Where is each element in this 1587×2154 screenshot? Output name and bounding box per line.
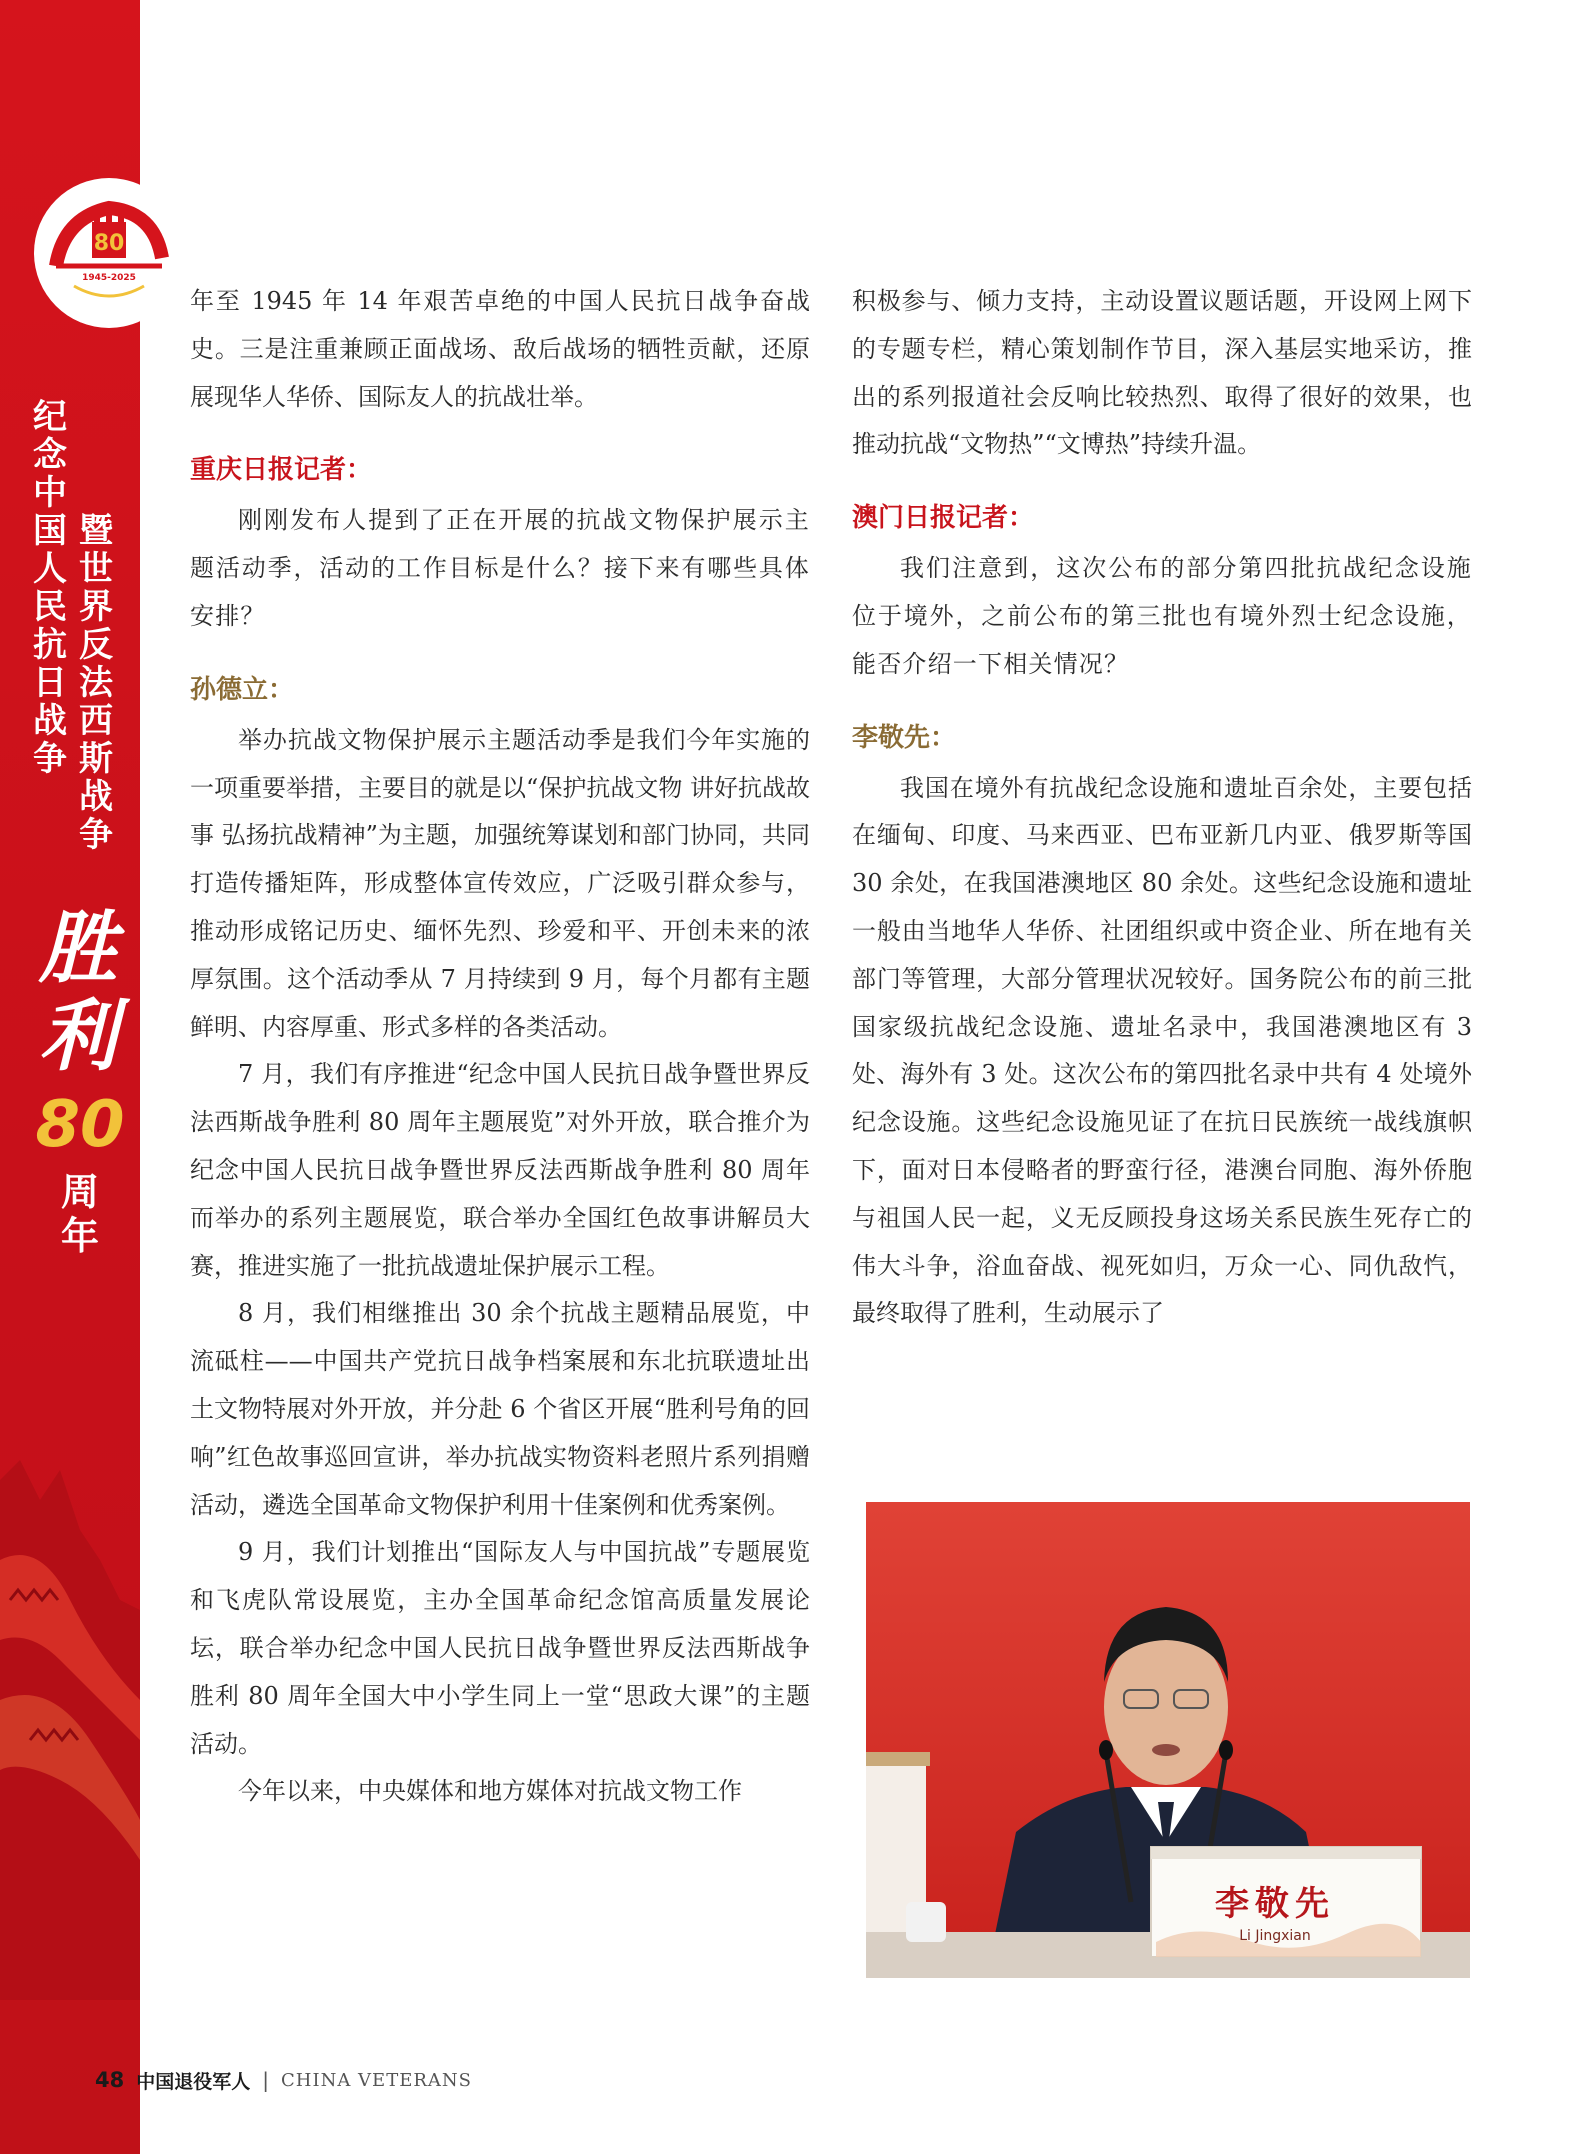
magazine-name-cn: 中国退役军人 [136,2070,251,2093]
svg-text:80: 80 [93,231,125,256]
banner-victory-calligraphy: 胜利 [38,903,117,1082]
banner-eighty: 80 [35,1088,125,1162]
paragraph: 今年以来，中央媒体和地方媒体对抗战文物工作 [238,1777,742,1806]
right-column [852,278,1472,1338]
answer-speaker-label: 孙德立： [190,674,295,705]
paragraph: 年至 1945 年 14 年艰苦卓绝的中国人民抗日战争奋战史。三是注重兼顾正面战场、敌后战场的牺牲贡献，还原展现华人华侨、国际友人的抗战壮举。 [190,287,810,411]
page-number: 48 [95,2068,125,2092]
banner-anniversary: 周年 [60,1170,99,1258]
paragraph: 9 月，我们计划推出“国际友人与中国抗战”专题展览和飞虎队常设展览，主办全国革命纪念馆高质量发展论坛，联合举办纪念中国人民抗日战争暨世界反法西斯战争胜利 80 周年全国大中小学生同上一堂“思政大课”的主题活动。 [190,1538,810,1758]
nameplate-english: Li Jingxian [1239,1928,1311,1944]
question-text: 刚刚发布人提到了正在开展的抗战文物保护展示主题活动季，活动的工作目标是什么？接下来有哪些具体安排？ [190,506,810,630]
paragraph: 积极参与、倾力支持，主动设置议题话题，开设网上网下的专题专栏，精心策划制作节目，深入基层实地采访，推出的系列报道社会反响比较热烈、取得了很好的效果，也推动抗战“文物热”“文博热”持续升温。 [852,287,1472,459]
answer-speaker-label: 李敬先： [852,722,957,753]
great-wall-emblem-icon [34,178,184,328]
question-speaker-label: 重庆日报记者： [190,455,373,486]
question-speaker-label: 澳门日报记者： [852,503,1035,534]
question-text: 我们注意到，这次公布的部分第四批抗战纪念设施位于境外，之前公布的第三批也有境外烈士纪念设施，能否介绍一下相关情况？ [852,554,1472,678]
banner-title-line2: 暨世界反法西斯战争 [79,511,113,855]
page-footer [95,2064,472,2096]
magazine-name-en: CHINA VETERANS [281,2069,472,2091]
paragraph: 举办抗战文物保护展示主题活动季是我们今年实施的一项重要举措，主要目的就是以“保护抗战文物 讲好抗战故事 弘扬抗战精神”为主题，加强统筹谋划和部门协同，共同打造传播矩阵，形成整体宣传效应，广泛吸引群众参与，推动形成铭记历史、缅怀先烈、珍爱和平、开创未来的浓厚氛围。这个活动季从 7 月持续到 9 月，每个月都有主题鲜明、内容厚重、形式多样的各类活动。 [190,725,810,1041]
paragraph: 7 月，我们有序推进“纪念中国人民抗日战争暨世界反法西斯战争胜利 80 周年主题展览”对外开放，联合推介为纪念中国人民抗日战争暨世界反法西斯战争胜利 80 周年而举办的系列主题展览，联合举办全国红色故事讲解员大赛，推进实施了一批抗战遗址保护展示工程。 [190,1060,810,1280]
footer-separator: | [262,2068,269,2092]
nameplate-chinese: 李敬先 [1215,1884,1335,1924]
paragraph: 8 月，我们相继推出 30 余个抗战主题精品展览，中流砥柱——中国共产党抗日战争档案展和东北抗联遗址出土文物特展对外开放，并分赴 6 个省区开展“胜利号角的回响”红色故事巡回宣讲，举办抗战实物资料老照片系列捐赠活动，遴选全国革命文物保护利用十佳案例和优秀案例。 [190,1299,810,1519]
left-column [190,278,810,1816]
great-wall-decoration-icon [0,1440,140,2000]
banner-title-line1: 纪念中国人民抗日战争 [33,397,67,779]
svg-text:1945-2025: 1945-2025 [82,273,136,283]
paragraph: 我国在境外有抗战纪念设施和遗址百余处，主要包括在缅甸、印度、马来西亚、巴布亚新几内亚、俄罗斯等国 30 余处，在我国港澳地区 80 余处。这些纪念设施和遗址一般由当地华人华侨、社团组织或中资企业、所在地有关部门等管理，大部分管理状况较好。国务院公布的前三批国家级抗战纪念设施、遗址名录中，我国港澳地区有 3 处、海外有 3 处。这次公布的第四批名录中共有 4 处境外纪念设施。这些纪念设施见证了在抗日民族统一战线旗帜下，面对日本侵略者的野蛮行径，港澳台同胞、海外侨胞与祖国人民一起，义无反顾投身这场关系民族生死存亡的伟大斗争，浴血奋战、视死如归，万众一心、同仇敌忾，最终取得了胜利，生动展示了 [852,773,1472,1328]
